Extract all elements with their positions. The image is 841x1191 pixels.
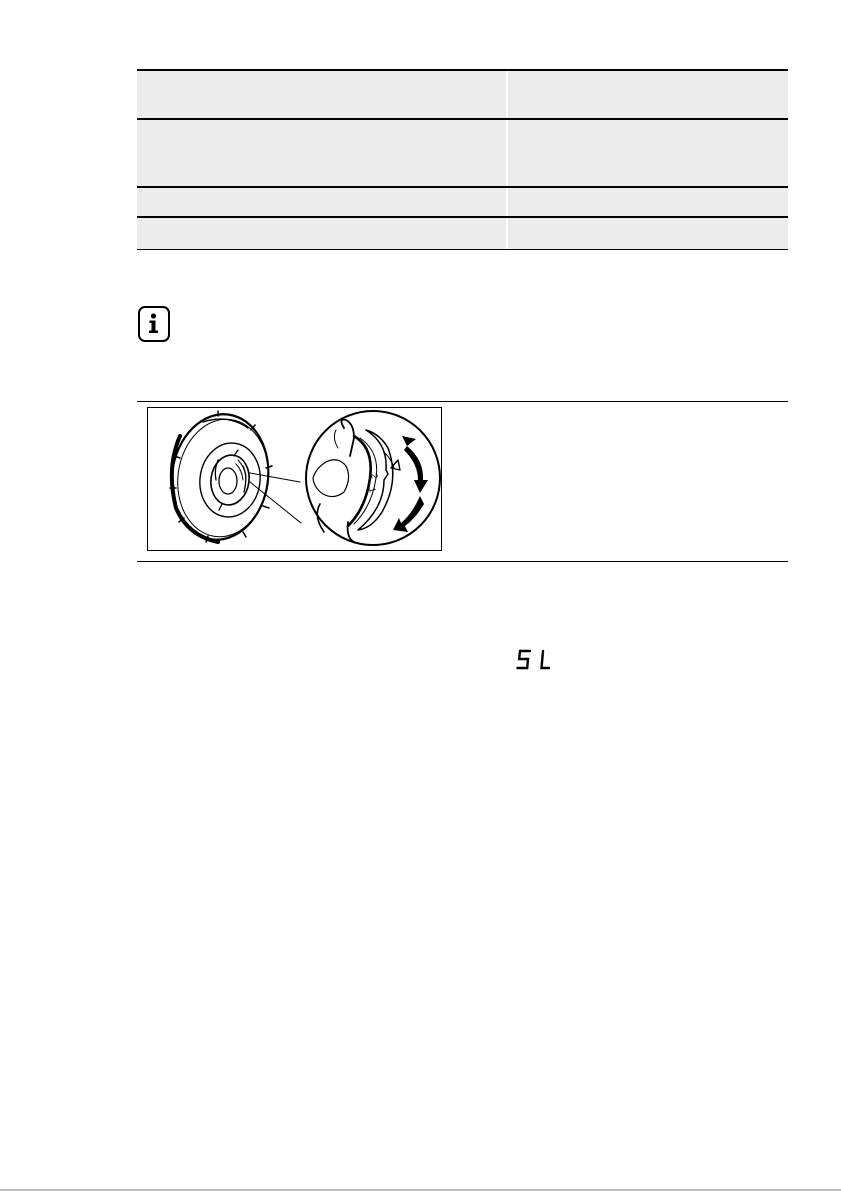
table-cell-divider [506,218,508,249]
figure-bottom-rule [137,561,788,562]
table-bottom-rule [137,249,788,250]
figure-top-rule [137,401,788,402]
softener-dial-illustration [147,407,442,551]
svg-text:1: 1 [367,486,378,494]
svg-text:2: 2 [369,472,380,480]
table-row [137,71,788,118]
table-cell-divider [506,120,508,186]
table-row [137,120,788,186]
seven-segment-display-icon [516,648,556,677]
table-row [137,188,788,216]
info-icon [138,306,170,342]
table-cell-divider [506,188,508,216]
table-cell-divider [506,71,508,118]
table-row [137,218,788,249]
